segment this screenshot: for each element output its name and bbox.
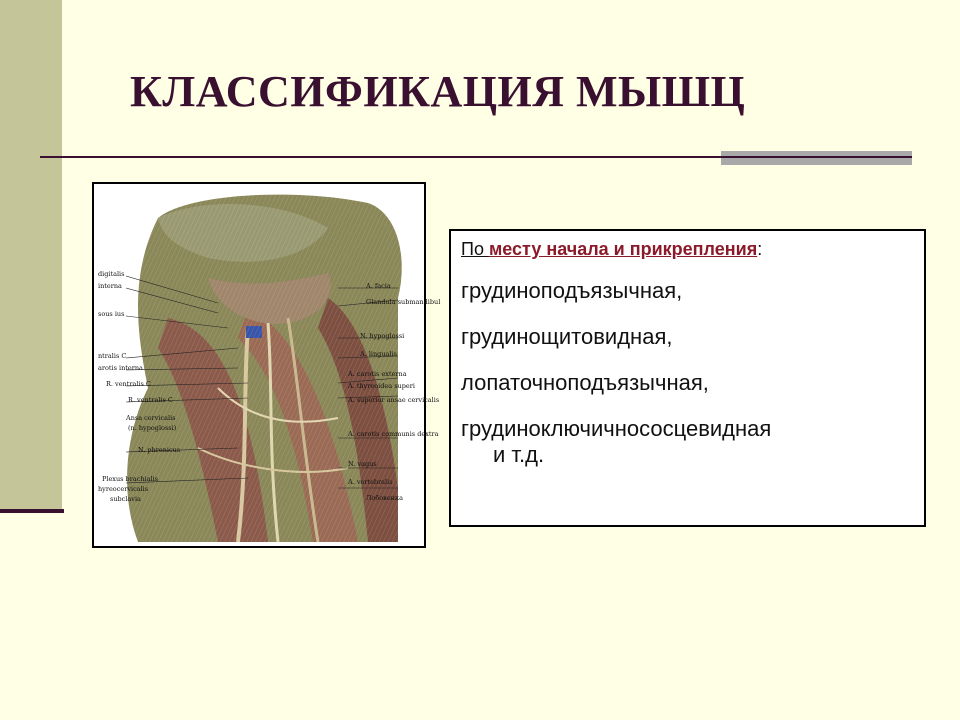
muscle-item: грудиноключичнососцевидная [461, 415, 772, 441]
figure-label: ntralis C [98, 352, 127, 360]
lead-prefix: По [461, 239, 489, 259]
muscle-item: грудинощитовидная, [461, 323, 673, 349]
slide-title: КЛАССИФИКАЦИЯ МЫШЦ [130, 67, 746, 116]
figure-label: N. hypoglossi [360, 332, 405, 340]
title-accent-line [721, 156, 912, 158]
muscle-item: грудиноподъязычная, [461, 278, 683, 303]
figure-label: interna [98, 282, 122, 290]
classification-lead [461, 239, 914, 260]
left-decor-bar [0, 0, 62, 512]
figure-label: A. vertebralis [348, 478, 393, 486]
anatomy-illustration [92, 182, 441, 548]
neck-anatomy-drawing [98, 188, 441, 542]
figure-label: R. ventralis C [128, 396, 173, 404]
muscle-item: лопаточноподъязычная, [461, 369, 709, 395]
figure-label: digitalis [98, 270, 125, 278]
figure-label: Ansa cervicalis [126, 414, 176, 422]
figure-label: A. facia [366, 282, 391, 290]
figure-label: (n. hypoglossi) [128, 424, 177, 432]
lead-highlight: месту начала и прикрепления [488, 239, 758, 259]
left-decor-underline [0, 509, 64, 513]
figure-label: hyreocervicalis [98, 485, 149, 493]
figure-label: arotis interna [98, 364, 143, 372]
lead-suffix: : [757, 239, 763, 259]
title-accent-bar [721, 151, 912, 165]
figure-label: A. lingualis [360, 350, 397, 358]
figure-label: A. thyreoidea superi [348, 382, 415, 390]
figure-label: A. carotis externa [348, 370, 407, 378]
figure-label: sous ius [98, 310, 125, 318]
figure-label: R. ventralis C [106, 380, 151, 388]
figure-label: A. superior ansae cervicalis [348, 396, 440, 404]
figure-label: A. carotis communis dextra [348, 430, 439, 438]
etc-text: и т.д. [493, 441, 545, 467]
figure-label: N. vagus [348, 460, 377, 468]
figure-label: Лобовенка [366, 494, 403, 502]
figure-label: Glandula submandibul [366, 298, 441, 306]
figure-label: N. phrenicus [138, 446, 181, 454]
figure-label: Plexus brachialis [102, 475, 158, 483]
classification-box [449, 229, 926, 527]
figure-label: subclavia [110, 495, 141, 503]
